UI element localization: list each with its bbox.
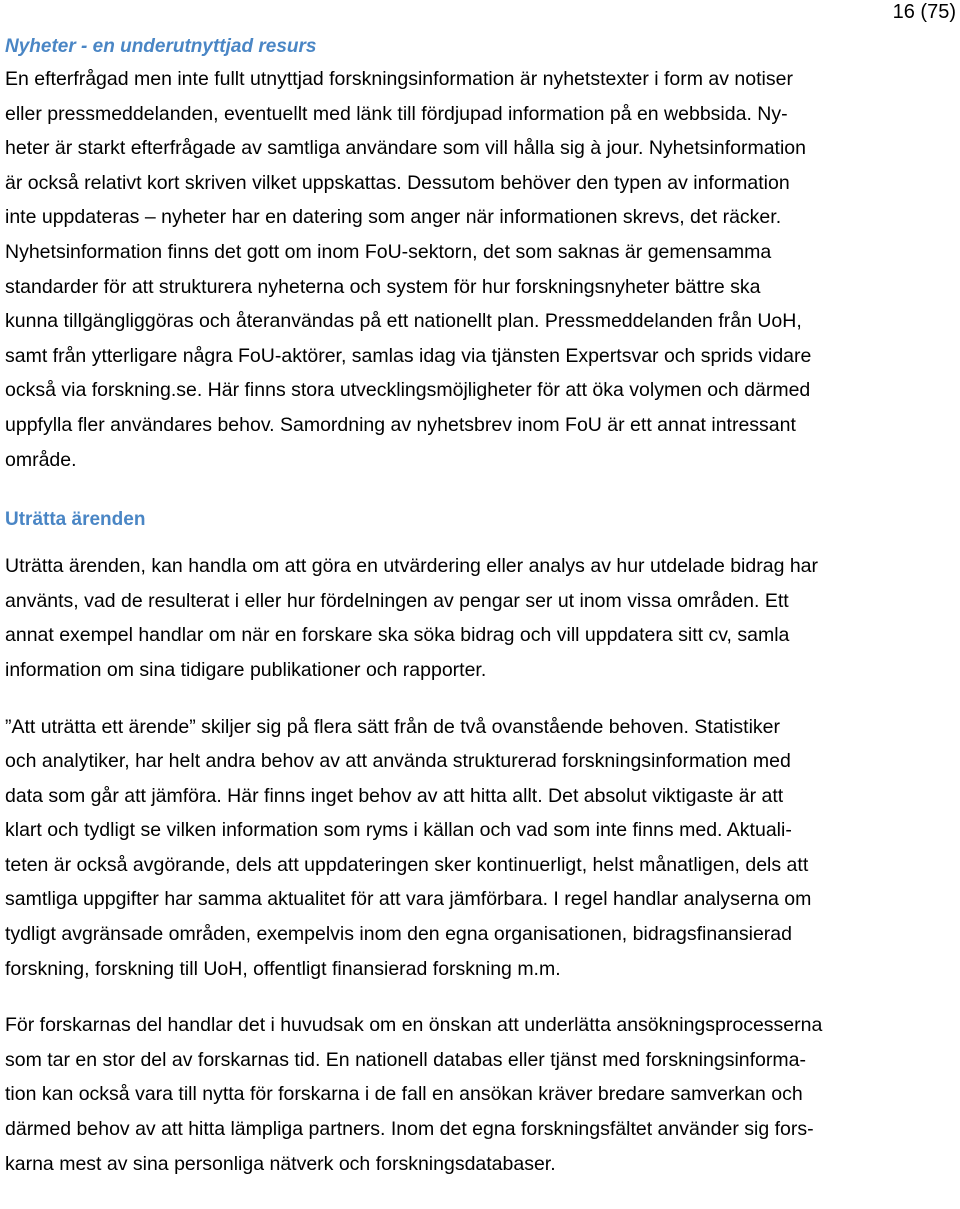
text-line: tion kan också vara till nytta för forskarna i de fall en ansökan kräver bredare samverkan och xyxy=(5,1083,803,1106)
section-heading-news: Nyheter - en underutnyttjad resurs xyxy=(5,36,317,57)
text-line: standarder för att strukturera nyheterna och system för hur forskningsnyheter bättre ska xyxy=(5,275,761,298)
document-body xyxy=(5,34,955,1181)
text-line: ”Att uträtta ett ärende” skiljer sig på flera sätt från de två ovanstående behoven. Statistiker xyxy=(5,715,781,738)
text-line: samtliga uppgifter har samma aktualitet för att vara jämförbara. I regel handlar analyserna om xyxy=(5,888,812,911)
text-line: område. xyxy=(5,448,77,471)
paragraph-errands-2 xyxy=(5,710,955,987)
text-line: Uträtta ärenden, kan handla om att göra en utvärdering eller analys av hur utdelade bidrag har xyxy=(5,555,819,578)
text-line: därmed behov av att hitta lämpliga partners. Inom det egna forskningsfältet använder sig fors- xyxy=(5,1118,814,1141)
text-line: En efterfrågad men inte fullt utnyttjad forskningsinformation är nyhetstexter i form av notiser xyxy=(5,68,793,90)
text-line: tydligt avgränsade områden, exempelvis inom den egna organisationen, bidragsfinansierad xyxy=(5,923,792,946)
text-line: också via forskning.se. Här finns stora utvecklingsmöjligheter för att öka volymen och därmed xyxy=(5,379,811,402)
paragraph-news xyxy=(5,62,955,477)
text-line: inte uppdateras – nyheter har en datering som anger när informationen skrevs, det räcker. xyxy=(5,206,782,229)
text-line: och analytiker, har helt andra behov av att använda strukturerad forskningsinformation med xyxy=(5,750,791,773)
text-line: information om sina tidigare publikationer och rapporter. xyxy=(5,658,487,681)
page-number: 16 (75) xyxy=(892,1,956,23)
text-line: uppfylla fler användares behov. Samordning av nyhetsbrev inom FoU är ett annat intressant xyxy=(5,413,796,436)
text-line: samt från ytterligare några FoU-aktörer, samlas idag via tjänsten Expertsvar och sprids vidare xyxy=(5,344,812,367)
paragraph-errands-3 xyxy=(5,1008,955,1181)
text-line: annat exempel handlar om när en forskare ska söka bidrag och vill uppdatera sitt cv, samla xyxy=(5,624,790,647)
text-line: använts, vad de resulterat i eller hur fördelningen av pengar ser ut inom vissa områden. Ett xyxy=(5,589,789,612)
section-heading-errands: Uträtta ärenden xyxy=(5,509,146,531)
text-line: klart och tydligt se vilken information som ryms i källan och vad som inte finns med. Aktuali- xyxy=(5,819,792,842)
text-line: kunna tillgängliggöras och återanvändas på ett nationellt plan. Pressmeddelanden från UoH, xyxy=(5,310,802,333)
text-line: teten är också avgörande, dels att uppdateringen sker kontinuerligt, helst månatligen, dels att xyxy=(5,853,809,876)
text-line: forskning, forskning till UoH, offentligt finansierad forskning m.m. xyxy=(5,957,561,980)
text-line: För forskarnas del handlar det i huvudsak om en önskan att underlätta ansökningsprocesserna xyxy=(5,1014,823,1037)
paragraph-errands-1 xyxy=(5,549,955,687)
text-line: eller pressmeddelanden, eventuellt med länk till fördjupad information på en webbsida. Ny- xyxy=(5,102,788,125)
text-line: som tar en stor del av forskarnas tid. En nationell databas eller tjänst med forskningsinforma- xyxy=(5,1048,806,1071)
text-line: är också relativt kort skriven vilket uppskattas. Dessutom behöver den typen av information xyxy=(5,171,790,194)
text-line: Nyhetsinformation finns det gott om inom FoU-sektorn, det som saknas är gemensamma xyxy=(5,240,772,263)
text-line: karna mest av sina personliga nätverk och forskningsdatabaser. xyxy=(5,1152,556,1175)
text-line: data som går att jämföra. Här finns inget behov av att hitta allt. Det absolut viktigaste är att xyxy=(5,784,784,807)
text-line: heter är starkt efterfrågade av samtliga användare som vill hålla sig à jour. Nyhetsinformation xyxy=(5,137,806,160)
